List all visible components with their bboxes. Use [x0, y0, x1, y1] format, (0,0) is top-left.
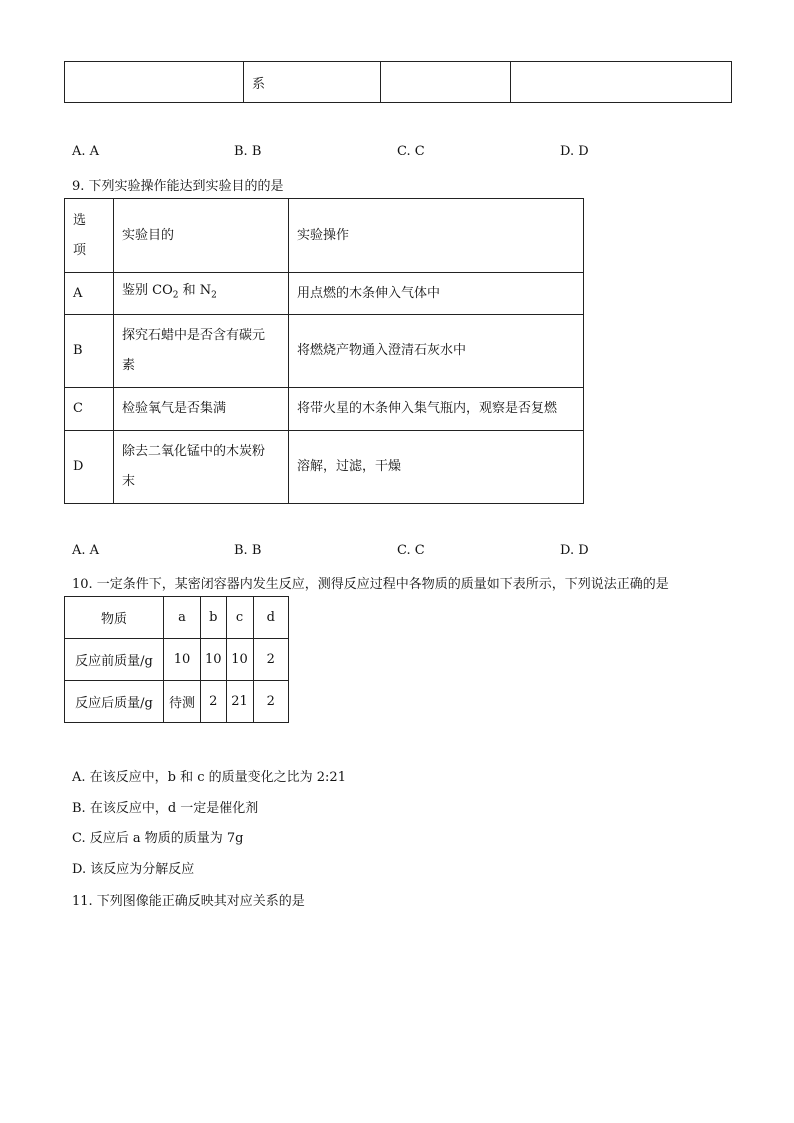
- table-row: [65, 597, 289, 639]
- q9-option-d[interactable]: D. D: [560, 543, 589, 558]
- q10-table: [64, 596, 289, 723]
- table-row: [65, 273, 584, 315]
- q9-option-a[interactable]: A. A: [72, 543, 100, 558]
- top-table-fragment: [64, 61, 732, 103]
- table-row: [65, 639, 289, 681]
- table-cell: 10: [201, 639, 227, 681]
- row-operation: 将燃烧产物通入澄清石灰水中: [289, 315, 584, 388]
- header-operation: 实验操作: [289, 199, 584, 273]
- table-cell: b: [201, 597, 227, 639]
- row-purpose: 鉴别 $CO_2$ 和 $N_2$: [114, 273, 289, 315]
- table-cell: 2: [253, 681, 288, 723]
- table-cell: d: [253, 597, 288, 639]
- header-option: 选 项: [65, 199, 114, 273]
- q8-option-d[interactable]: D. D: [560, 144, 589, 159]
- q9-option-c[interactable]: C. C: [397, 543, 425, 558]
- table-cell: 2: [253, 639, 288, 681]
- q11-question: 11. 下列图像能正确反映其对应关系的是: [72, 894, 305, 909]
- table-cell: [381, 62, 511, 103]
- table-cell: 待测: [164, 681, 201, 723]
- q9-table: [64, 198, 584, 504]
- table-row: [65, 62, 732, 103]
- row-option: C: [65, 388, 114, 431]
- q10-option-d[interactable]: D. 该反应为分解反应: [72, 862, 195, 877]
- table-cell: 10: [164, 639, 201, 681]
- table-cell: 反应前质量/g: [65, 639, 164, 681]
- table-cell: a: [164, 597, 201, 639]
- header-purpose: 实验目的: [114, 199, 289, 273]
- q10-option-c[interactable]: C. 反应后 a 物质的质量为 7g: [72, 831, 244, 846]
- table-row: [65, 199, 584, 273]
- row-option: A: [65, 273, 114, 315]
- table-cell: 物质: [65, 597, 164, 639]
- table-cell: 反应后质量/g: [65, 681, 164, 723]
- row-purpose: 探究石蜡中是否含有碳元 素: [114, 315, 289, 388]
- q8-option-a[interactable]: A. A: [72, 144, 100, 159]
- table-row: [65, 431, 584, 504]
- table-cell: 系: [244, 62, 381, 103]
- table-cell: 21: [226, 681, 253, 723]
- table-cell: 10: [226, 639, 253, 681]
- q8-option-b[interactable]: B. B: [234, 144, 262, 159]
- q9-question: 9. 下列实验操作能达到实验目的的是: [72, 179, 284, 194]
- row-operation: 将带火星的木条伸入集气瓶内，观察是否复燃: [289, 388, 584, 431]
- q9-option-b[interactable]: B. B: [234, 543, 262, 558]
- q8-option-c[interactable]: C. C: [397, 144, 425, 159]
- row-option: B: [65, 315, 114, 388]
- row-operation: 用点燃的木条伸入气体中: [289, 273, 584, 315]
- q10-option-a[interactable]: A. 在该反应中，b 和 c 的质量变化之比为 2:21: [72, 770, 346, 785]
- table-row: [65, 388, 584, 431]
- table-cell: [65, 62, 244, 103]
- table-cell: c: [226, 597, 253, 639]
- q10-question: 10. 一定条件下，某密闭容器内发生反应，测得反应过程中各物质的质量如下表所示，下列说法正确的是: [72, 577, 669, 592]
- row-operation: 溶解，过滤，干燥: [289, 431, 584, 504]
- row-option: D: [65, 431, 114, 504]
- q10-option-b[interactable]: B. 在该反应中，d 一定是催化剂: [72, 801, 259, 816]
- table-cell: [511, 62, 732, 103]
- row-purpose: 检验氧气是否集满: [114, 388, 289, 431]
- table-row: [65, 315, 584, 388]
- row-purpose: 除去二氧化锰中的木炭粉 末: [114, 431, 289, 504]
- table-row: [65, 681, 289, 723]
- table-cell: 2: [201, 681, 227, 723]
